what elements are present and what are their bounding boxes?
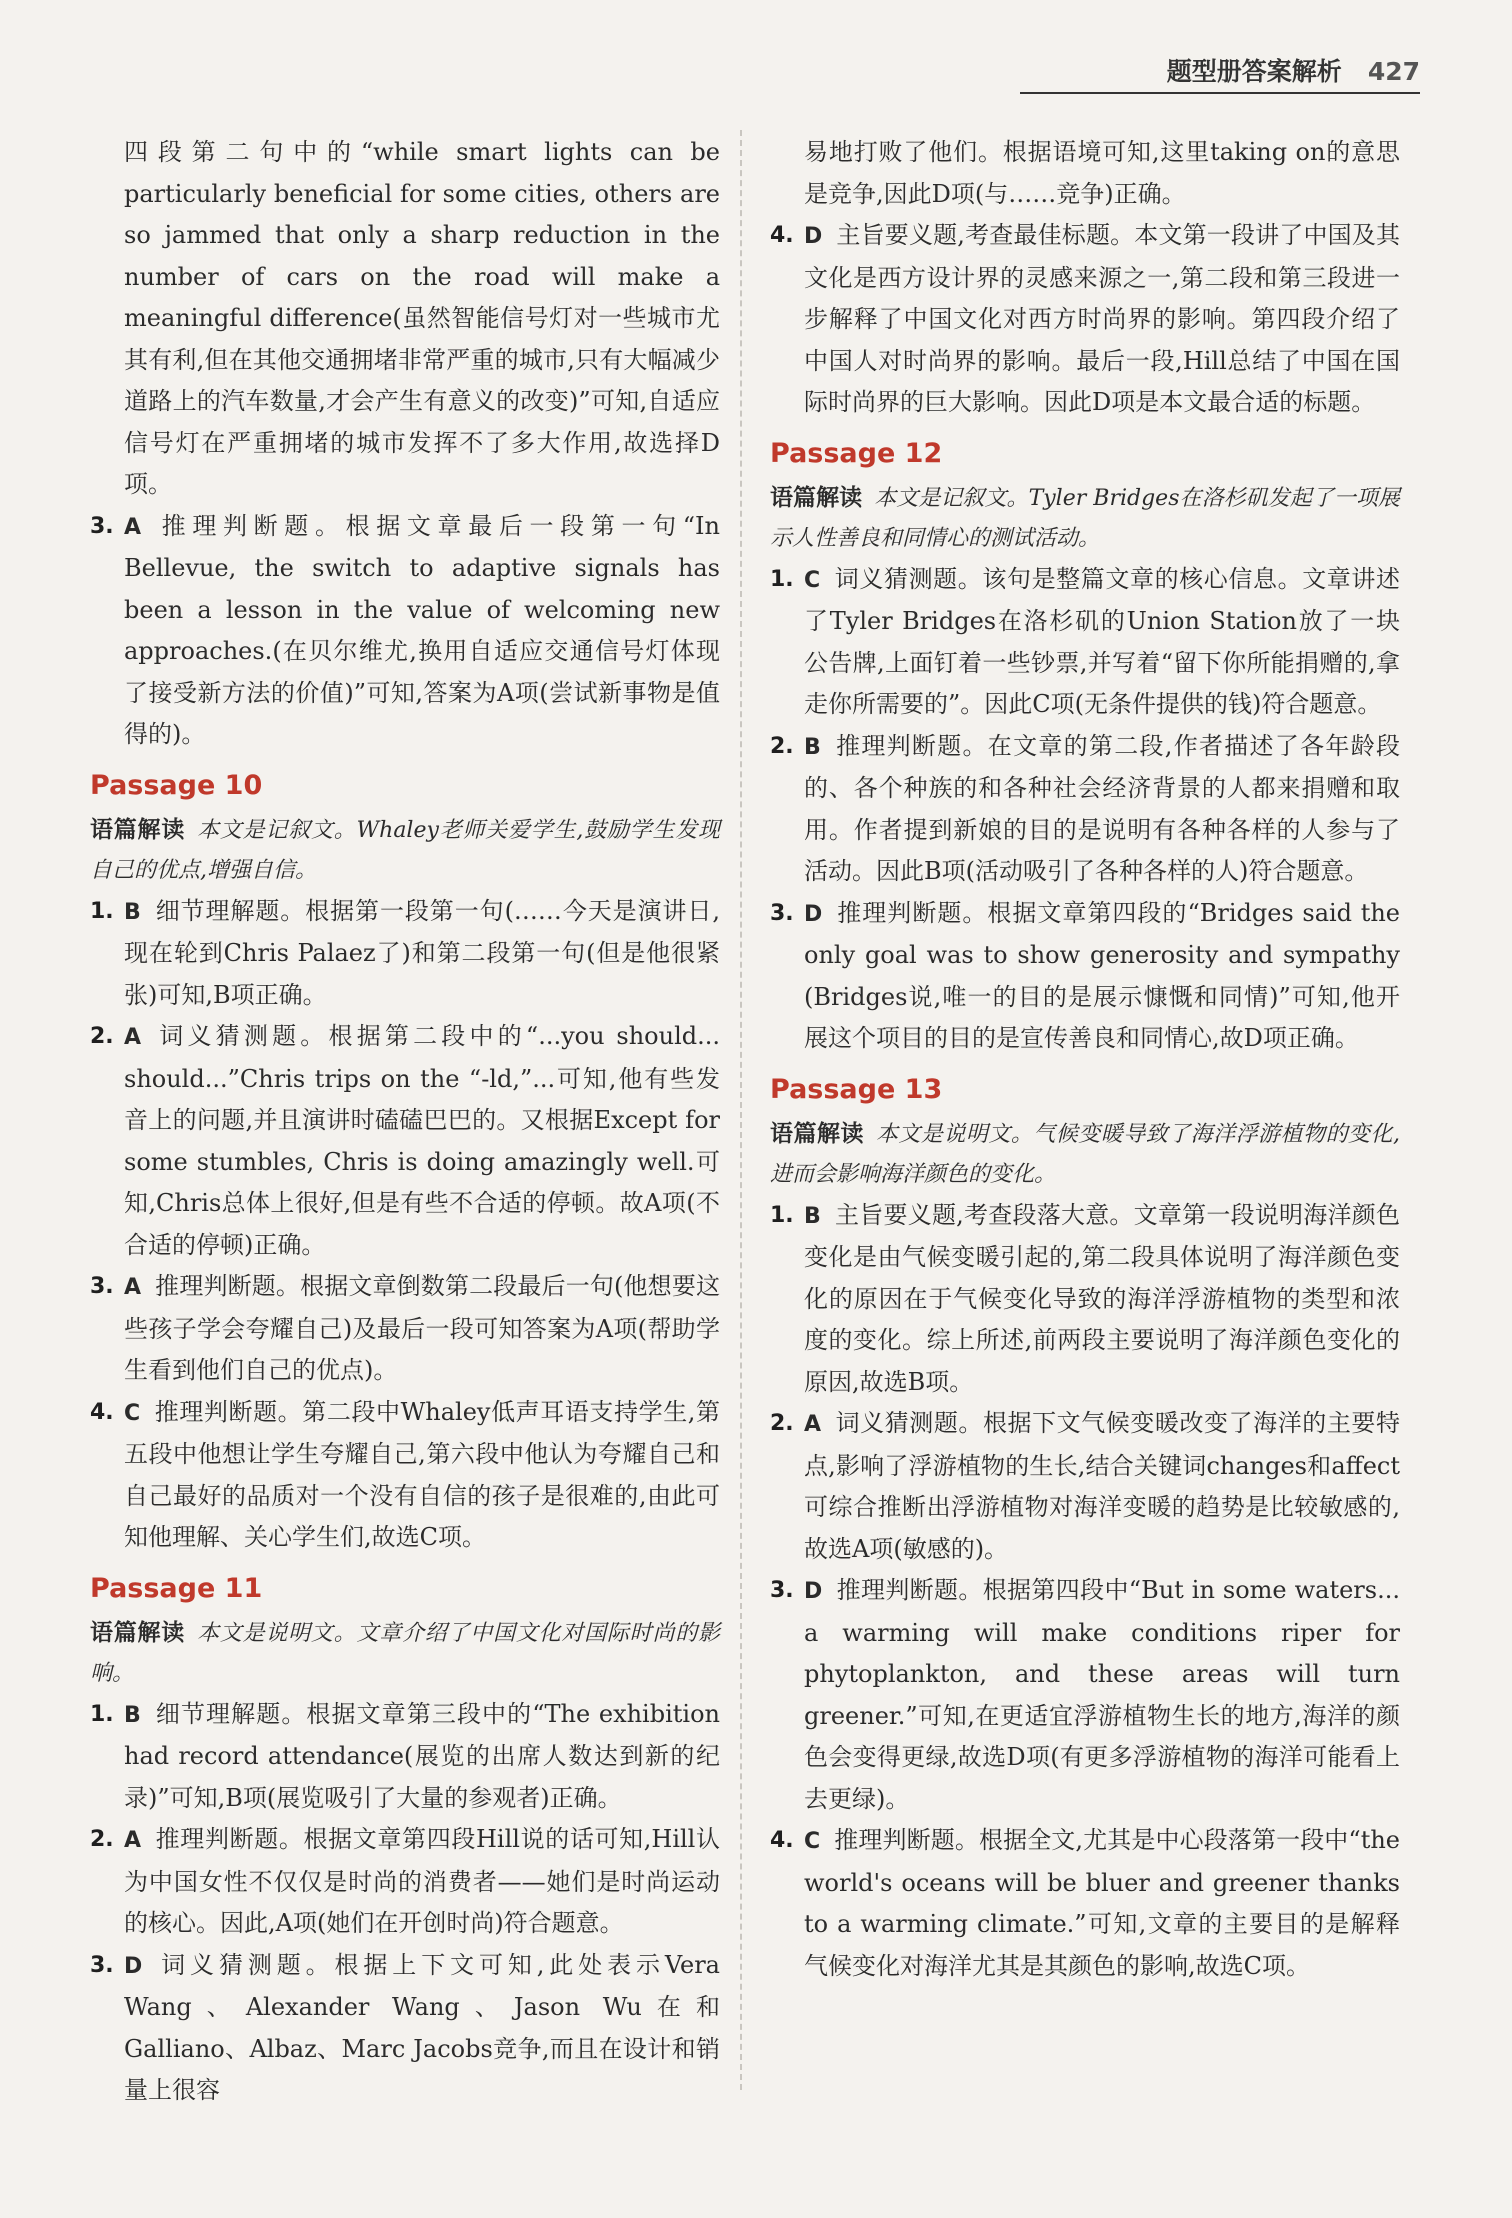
answer-letter: C bbox=[804, 567, 821, 593]
answer-explanation: 词义猜测题。根据上下文可知,此处表示Vera Wang、Alexander Wang、Jason Wu在和Galliano、Albaz、Marc Jacobs竞争,而且在设计和销量上很容 bbox=[124, 1950, 720, 2104]
answer-letter: B bbox=[124, 1702, 141, 1728]
answer-explanation: 词义猜测题。根据第二段中的“...you should... should...”Chris trips on the “-ld,”...可知,他有些发音上的问题,并且演讲时磕磕巴巴的。又根据Except for some stumbles, Chris is doing amazingly well.可知,Chris总体上很好,但是有些不合适的停顿。故A项(不合适的停顿)正确。 bbox=[124, 1022, 720, 1259]
answer-explanation: 细节理解题。根据第一段第一句(……今天是演讲日,现在轮到Chris Palaez了)和第二段第一句(但是他很紧张)可知,B项正确。 bbox=[124, 896, 720, 1009]
answer-letter: A bbox=[124, 1275, 142, 1300]
answer-letter: D bbox=[804, 901, 823, 927]
answer-item bbox=[90, 1392, 720, 1559]
answer-letter: D bbox=[804, 1579, 823, 1604]
page-number: 427 bbox=[1367, 57, 1420, 86]
answer-explanation: 主旨要义题,考查最佳标题。本文第一段讲了中国及其文化是西方设计界的灵感来源之一,第二段和第三段进一步解释了中国文化对西方时尚界的影响。第四段介绍了中国人对时尚界的影响。最后一段,Hill总结了中国在国际时尚界的巨大影响。因此D项是本文最合适的标题。 bbox=[804, 221, 1400, 416]
answer-item bbox=[770, 559, 1400, 726]
item-number: 2. bbox=[770, 733, 794, 759]
answer-letter: A bbox=[124, 514, 142, 540]
item-number: 3. bbox=[90, 1274, 114, 1299]
answer-letter: C bbox=[124, 1400, 141, 1426]
answer-explanation: 推理判断题。根据文章倒数第二段最后一句(他想要这些孩子学会夸耀自己)及最后一段可知答案为A项(帮助学生看到他们自己的优点)。 bbox=[124, 1272, 720, 1384]
overview-text: 本文是说明文。气候变暖导致了海洋浮游植物的变化,进而会影响海洋颜色的变化。 bbox=[770, 1121, 1401, 1187]
answer-letter: B bbox=[804, 734, 821, 760]
answer-item bbox=[90, 1266, 720, 1392]
passage-heading: Passage 12 bbox=[770, 437, 943, 469]
answer-explanation: 推理判断题。根据文章最后一段第一句“In Bellevue, the switch to adaptive signals has been a lesson in the value of welcoming new approaches.(在贝尔维尤,换用自适应交通信号灯体现了接受新方法的价值)”可知,答案为A项(尝试新事物是值得的)。 bbox=[124, 511, 720, 748]
right-column bbox=[770, 132, 1400, 1987]
item-number: 2. bbox=[90, 1827, 114, 1852]
item-number: 3. bbox=[770, 900, 794, 926]
item-number: 4. bbox=[770, 223, 794, 248]
overview-label: 语篇解读 bbox=[770, 1120, 864, 1147]
overview-text: 本文是记叙文。Tyler Bridges在洛杉矶发起了一项展示人性善良和同情心的测试活动。 bbox=[770, 485, 1401, 551]
item-number: 1. bbox=[770, 1202, 794, 1228]
header-rule bbox=[1020, 92, 1420, 94]
answer-item bbox=[770, 726, 1400, 893]
overview-label: 语篇解读 bbox=[90, 1619, 186, 1646]
continued-paragraph: 易地打败了他们。根据语境可知,这里taking on的意思是竞争,因此D项(与……竞争)正确。 bbox=[804, 138, 1400, 208]
passage-overview bbox=[90, 810, 720, 891]
item-number: 1. bbox=[90, 1701, 114, 1727]
answer-explanation: 推理判断题。根据全文,尤其是中心段落第一段中“the world's oceans will be bluer and greener thanks to a warming climate.”可知,文章的主要目的是解释气候变化对海洋尤其是其颜色的影响,故选C项。 bbox=[804, 1826, 1400, 1980]
passage-heading: Passage 10 bbox=[90, 769, 263, 801]
answer-letter: C bbox=[804, 1829, 821, 1854]
answer-item bbox=[90, 506, 720, 756]
item-number: 3. bbox=[90, 513, 114, 539]
item-number: 2. bbox=[770, 1411, 794, 1436]
item-number: 1. bbox=[90, 898, 114, 924]
answer-item bbox=[770, 1403, 1400, 1570]
answer-explanation: 推理判断题。根据文章第四段的“Bridges said the only goal was to show generosity and sympathy (Bridges说,唯一的目的是展示慷慨和同情)”可知,他开展这个项目的目的是宣传善良和同情心,故D项正确。 bbox=[804, 898, 1400, 1052]
answer-explanation: 主旨要义题,考查段落大意。文章第一段说明海洋颜色变化是由气候变暖引起的,第二段具体说明了海洋颜色变化的原因在于气候变化导致的海洋浮游植物的类型和浓度的变化。综上所述,前两段主要说明了海洋颜色变化的原因,故选B项。 bbox=[804, 1200, 1400, 1396]
answer-explanation: 推理判断题。根据第四段中“But in some waters... a warming will make conditions riper for phytoplankton, and these areas will turn greener.”可知,在更适宜浮游植物生长的地方,海洋的颜色会变得更绿,故选D项(有更多浮游植物的海洋可能看上去更绿)。 bbox=[804, 1576, 1400, 1813]
answer-letter: D bbox=[804, 224, 823, 249]
passage-overview bbox=[770, 1114, 1400, 1195]
left-column bbox=[90, 132, 720, 2112]
answer-letter: B bbox=[804, 1203, 821, 1229]
answer-item bbox=[770, 1195, 1400, 1404]
answer-letter: A bbox=[124, 1025, 142, 1050]
answer-item bbox=[770, 1570, 1400, 1820]
answer-item bbox=[90, 1819, 720, 1945]
passage-overview bbox=[90, 1613, 720, 1694]
overview-label: 语篇解读 bbox=[770, 484, 863, 511]
page-header bbox=[1020, 52, 1420, 92]
answer-explanation: 词义猜测题。根据下文气候变暖改变了海洋的主要特点,影响了浮游植物的生长,结合关键词changes和affect可综合推断出浮游植物对海洋变暖的趋势是比较敏感的,故选A项(敏感的)。 bbox=[804, 1409, 1400, 1563]
answer-item bbox=[90, 1694, 720, 1820]
answer-item bbox=[770, 215, 1400, 424]
continued-paragraph: 四段第二句中的“while smart lights can be particularly beneficial for some cities, others are so jammed that only a sharp reduction in the number of cars on the road will make a meaningful difference(虽然智能信号灯对一些城市尤其有利,但在其他交通拥堵非常严重的城市,只有大幅减少道路上的汽车数量,才会产生有意义的改变)”可知,自适应信号灯在严重拥堵的城市发挥不了多大作用,故选择D项。 bbox=[124, 138, 720, 498]
header-title: 题型册答案解析 bbox=[1166, 57, 1342, 86]
overview-text: 本文是记叙文。Whaley老师关爱学生,鼓励学生发现自己的优点,增强自信。 bbox=[90, 817, 720, 883]
answer-explanation: 推理判断题。在文章的第二段,作者描述了各年龄段的、各个种族的和各种社会经济背景的人都来捐赠和取用。作者提到新娘的目的是说明有各种各样的人参与了活动。因此B项(活动吸引了各种各样的人)符合题意。 bbox=[804, 731, 1400, 885]
answer-explanation: 推理判断题。第二段中Whaley低声耳语支持学生,第五段中他想让学生夸耀自己,第六段中他认为夸耀自己和自己最好的品质对一个没有自信的孩子是很难的,由此可知他理解、关心学生们,故选C项。 bbox=[124, 1397, 720, 1551]
item-number: 3. bbox=[90, 1952, 114, 1978]
item-number: 2. bbox=[90, 1024, 114, 1049]
passage-heading: Passage 11 bbox=[90, 1572, 263, 1604]
item-number: 4. bbox=[90, 1399, 114, 1425]
answer-item bbox=[770, 893, 1400, 1060]
item-number: 1. bbox=[770, 566, 794, 592]
answer-item bbox=[90, 1016, 720, 1266]
answer-explanation: 推理判断题。根据文章第四段Hill说的话可知,Hill认为中国女性不仅仅是时尚的消费者——她们是时尚运动的核心。因此,A项(她们在开创时尚)符合题意。 bbox=[124, 1825, 720, 1937]
answer-explanation: 细节理解题。根据文章第三段中的“The exhibition had record attendance(展览的出席人数达到新的纪录)”可知,B项(展览吸引了大量的参观者)正确。 bbox=[124, 1699, 720, 1812]
answer-explanation: 词义猜测题。该句是整篇文章的核心信息。文章讲述了Tyler Bridges在洛杉矶的Union Station放了一块公告牌,上面钉着一些钞票,并写着“留下你所能捐赠的,拿走你所需要的”。因此C项(无条件提供的钱)符合题意。 bbox=[804, 564, 1400, 718]
item-number: 3. bbox=[770, 1578, 794, 1603]
answer-letter: D bbox=[124, 1953, 143, 1979]
overview-label: 语篇解读 bbox=[90, 816, 186, 843]
overview-text: 本文是说明文。文章介绍了中国文化对国际时尚的影响。 bbox=[90, 1620, 720, 1686]
answer-item bbox=[770, 1820, 1400, 1987]
answer-letter: A bbox=[804, 1412, 822, 1437]
answer-item bbox=[90, 1945, 720, 2112]
answer-item bbox=[90, 891, 720, 1017]
column-divider bbox=[740, 130, 742, 2090]
passage-heading: Passage 13 bbox=[770, 1073, 943, 1105]
passage-overview bbox=[770, 478, 1400, 559]
item-number: 4. bbox=[770, 1828, 794, 1853]
answer-letter: B bbox=[124, 899, 141, 925]
answer-letter: A bbox=[124, 1828, 142, 1853]
